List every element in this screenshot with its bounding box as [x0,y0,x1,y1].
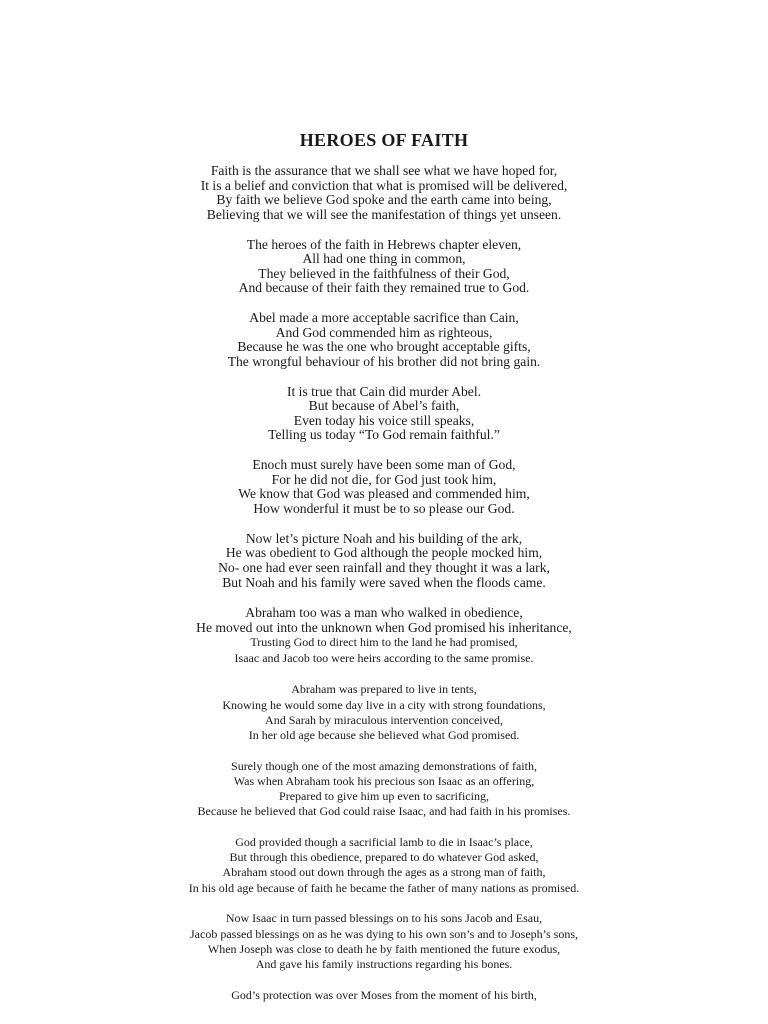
stanza [0,532,768,590]
poem-line: Abraham stood out down through the ages as a strong man of faith, [222,865,546,880]
poem-line: In his old age because of faith he became the father of many nations as promised. [188,880,580,895]
stanza [0,238,768,296]
poem-line: All had one thing in common, [302,251,466,267]
poem-line: Abraham was prepared to live in tents, [291,682,477,697]
poem-line: And Sarah by miraculous intervention conceived, [265,712,503,727]
stanza [0,988,768,1003]
poem-line: Abraham too was a man who walked in obedience, [245,605,523,621]
stanza [0,385,768,443]
poem-line: Knowing he would some day live in a city with strong foundations, [222,697,546,712]
stanza [0,164,768,222]
poem-line: We know that God was pleased and commended him, [238,486,530,502]
poem-line: But through this obedience, prepared to do whatever God asked, [229,850,539,865]
poem-line: Was when Abraham took his precious son Isaac as an offering, [233,773,535,788]
poem-line: They believed in the faithfulness of their God, [258,265,510,281]
poem-line: The heroes of the faith in Hebrews chapter eleven, [246,236,522,252]
stanza [0,759,768,820]
poem-body [0,164,768,1018]
poem-line: He moved out into the unknown when God promised his inheritance, [196,620,572,636]
poem-line: And because of their faith they remained true to God. [238,280,530,296]
poem-line: No- one had ever seen rainfall and they thought it was a lark, [218,560,550,575]
poem-line: Jacob passed blessings on as he was dying to his own son’s and to Joseph’s sons, [190,926,578,941]
poem-line: He was obedient to God although the people mocked him, [225,545,543,561]
poem-line: Because he was the one who brought acceptable gifts, [237,339,531,355]
poem-line: God provided though a sacrificial lamb to die in Isaac’s place, [235,835,533,849]
poem-line: Abel made a more acceptable sacrifice than Cain, [249,310,519,326]
poem-line: In her old age because she believed what God promised. [248,727,520,742]
poem-line: God’s protection was over Moses from the moment of his birth, [231,987,537,1002]
poem-line: The wrongful behaviour of his brother did not bring gain. [227,353,541,369]
poem-line: How wonderful it must be to so please our God. [253,501,515,517]
poem-line: But Noah and his family were saved when the floods came. [222,574,546,590]
poem-line: Now Isaac in turn passed blessings on to his sons Jacob and Esau, [225,911,543,926]
stanza [0,458,768,516]
poem-line: Faith is the assurance that we shall see what we have hoped for, [210,163,558,178]
poem-line: Even today his voice still speaks, [293,412,475,428]
poem-line: By faith we believe God spoke and the earth came into being, [216,192,552,208]
poem-line: Prepared to give him up even to sacrificing, [279,789,489,804]
poem-line: When Joseph was close to death he by faith mentioned the future exodus, [207,941,561,956]
poem-line: Telling us today “To God remain faithful.” [268,427,500,443]
poem-line: And God commended him as righteous, [275,324,493,340]
stanza [0,605,768,666]
poem-line: It is true that Cain did murder Abel. [286,383,482,399]
poem-line: And gave his family instructions regarding his bones. [255,956,513,971]
stanza [0,311,768,369]
poem-line: Believing that we will see the manifestation of things yet unseen. [206,206,562,222]
poem-line: Now let’s picture Noah and his building of the ark, [245,530,523,546]
poem-line: Isaac and Jacob too were heirs according to the same promise. [234,650,534,665]
poem-line: Because he believed that God could raise Isaac, and had faith in his promises. [197,804,571,819]
poem-title: HEROES OF FAITH [299,130,469,150]
poem-line: Surely though one of the most amazing demonstrations of faith, [231,758,537,773]
poem-line: But because of Abel’s faith, [308,398,460,414]
stanza [0,911,768,972]
poem-line: Enoch must surely have been some man of God, [252,457,516,473]
stanza [0,682,768,743]
poem-line: For he did not die, for God just took him, [271,471,497,487]
poem-line: Trusting God to direct him to the land he had promised, [250,635,518,650]
poem-line: It is a belief and conviction that what is promised will be delivered, [200,177,568,193]
stanza [0,835,768,896]
